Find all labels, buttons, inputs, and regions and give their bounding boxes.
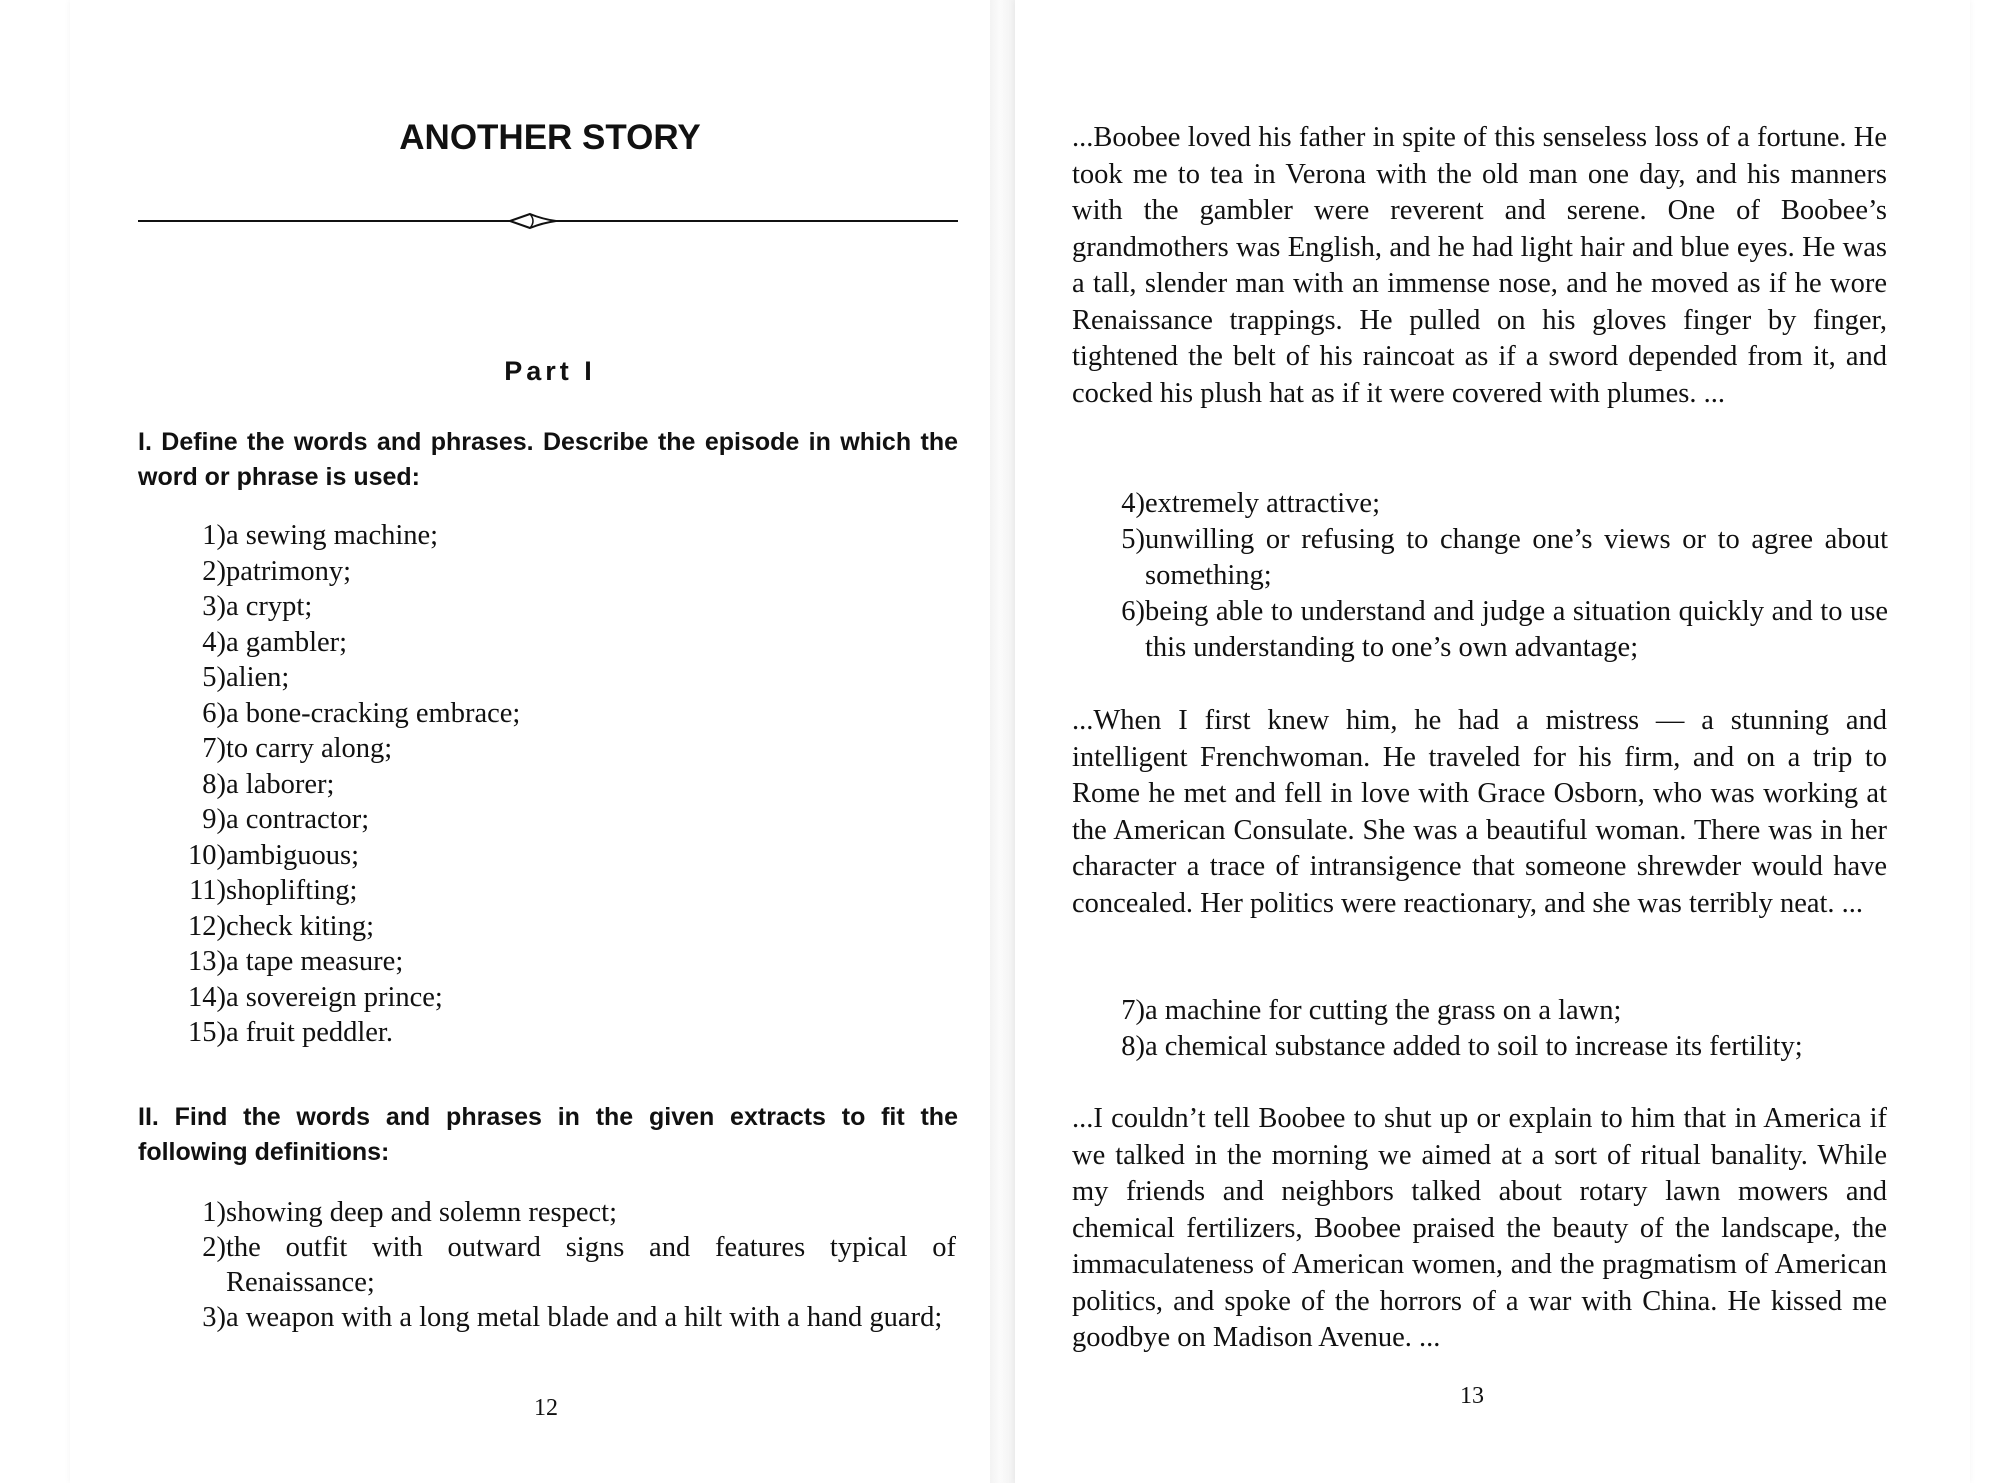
word-list-item <box>178 909 520 945</box>
list-item-text: extremely attractive; <box>1145 488 1380 519</box>
title-divider-ornament <box>138 206 958 236</box>
list-item-text: shoplifting; <box>226 875 358 906</box>
list-item-text: alien; <box>226 662 290 693</box>
list-item-number: 9) <box>202 804 226 835</box>
word-list-item <box>178 589 520 625</box>
definition-list-right-a <box>1115 486 1888 666</box>
list-item-text: the outfit with outward signs and features typical of Renaissance; <box>226 1232 956 1298</box>
book-gutter <box>990 0 1015 1483</box>
list-item-text: being able to understand and judge a situation quickly and to use this understanding to one’s own advantage; <box>1145 596 1888 663</box>
part-heading: Part I <box>504 356 596 386</box>
list-item-text: a bone-cracking embrace; <box>226 697 521 729</box>
list-item-text: unwilling or refusing to change one’s views or to agree about something; <box>1145 524 1888 591</box>
list-item-number: 8) <box>202 768 226 800</box>
list-item-number: 7) <box>202 733 226 764</box>
list-item-number: 15) <box>188 1017 226 1048</box>
list-item-number: 10) <box>188 839 226 871</box>
list-item-number: 7) <box>1121 995 1145 1026</box>
list-item-text: a laborer; <box>226 768 335 800</box>
list-item-text: check kiting; <box>226 910 374 942</box>
list-item-number: 8) <box>1121 1031 1145 1062</box>
list-item-text: showing deep and solemn respect; <box>226 1197 617 1228</box>
word-list-item <box>178 660 520 696</box>
list-item-number: 6) <box>202 697 226 729</box>
list-item-number: 4) <box>1121 488 1145 519</box>
list-item-text: a gambler; <box>226 626 348 658</box>
extract-paragraph-1: ...Boobee loved his father in spite of this senseless loss of a fortune. He took me to tea in Verona with the old man one day, and his manners with the gambler were reverent and serene. One of Boobee’s grandmothers was English, and he had light hair and blue eyes. He was a tall, slender man with an immense nose, and he moved as if he wore Renaissance trappings. He pulled on his gloves finger by finger, tightened the belt of his raincoat as if a sword depended from it, and cocked his plush hat as if it were covered with plumes. ... <box>1072 122 1887 409</box>
definition-item <box>1115 594 1888 666</box>
word-list-item <box>178 980 520 1016</box>
list-item-text: a tape measure; <box>226 946 404 977</box>
list-item-number: 2) <box>202 1232 226 1263</box>
list-item-number: 1) <box>202 520 226 551</box>
word-list-item <box>178 767 520 803</box>
page-number-left: 12 <box>534 1395 558 1421</box>
task-1-instruction: I. Define the words and phrases. Describe the episode in which the word or phrase is used: <box>138 428 958 491</box>
list-item-text: a fruit peddler. <box>226 1017 393 1048</box>
list-item-number: 3) <box>202 1302 226 1333</box>
list-item-text: ambiguous; <box>226 839 359 871</box>
word-list-item <box>178 625 520 661</box>
list-item-number: 4) <box>202 626 226 658</box>
list-item-text: a chemical substance added to soil to increase its fertility; <box>1145 1031 1803 1062</box>
word-list-item <box>178 873 520 909</box>
list-item-text: a crypt; <box>226 591 313 622</box>
word-list-item <box>178 731 520 767</box>
page-number-right: 13 <box>1460 1383 1484 1409</box>
list-item-number: 13) <box>188 946 226 977</box>
list-item-text: a machine for cutting the grass on a lawn; <box>1145 995 1622 1026</box>
word-list <box>178 518 520 1051</box>
extract-paragraph-2: ...When I first knew him, he had a mistress — a stunning and intelligent Frenchwoman. He traveled for his firm, and on a trip to Rome he met and fell in love with Grace Osborn, who was working at the American Consulate. She was a beautiful woman. There was in her character a trace of intransigence that someone shrewder would have concealed. Her politics were reactionary, and she was terribly neat. ... <box>1072 705 1887 919</box>
list-item-text: a sovereign prince; <box>226 981 443 1013</box>
word-list-item <box>178 696 520 732</box>
definition-item <box>178 1300 956 1335</box>
list-item-text: a weapon with a long metal blade and a hilt with a hand guard; <box>226 1302 943 1333</box>
list-item-text: patrimony; <box>226 555 352 587</box>
list-item-number: 6) <box>1121 596 1145 627</box>
list-item-number: 3) <box>202 591 226 622</box>
list-item-number: 5) <box>202 662 226 693</box>
list-item-number: 2) <box>202 555 226 587</box>
task-2-instruction: II. Find the words and phrases in the given extracts to fit the following definitions: <box>138 1103 958 1166</box>
definition-item <box>1115 486 1888 522</box>
list-item-number: 12) <box>188 910 226 942</box>
definition-item <box>1115 522 1888 594</box>
definition-item <box>178 1195 956 1230</box>
list-item-number: 1) <box>202 1197 226 1228</box>
word-list-item <box>178 554 520 590</box>
list-item-text: a contractor; <box>226 804 370 835</box>
definition-list-right-b <box>1115 993 1888 1065</box>
list-item-number: 11) <box>189 875 226 906</box>
chapter-title: ANOTHER STORY <box>399 118 701 157</box>
word-list-item <box>178 944 520 980</box>
definition-item <box>1115 993 1888 1029</box>
definition-item <box>1115 1029 1888 1065</box>
word-list-item <box>178 838 520 874</box>
word-list-item <box>178 518 520 554</box>
word-list-item <box>178 802 520 838</box>
definition-item <box>178 1230 956 1300</box>
extract-paragraph-3: ...I couldn’t tell Boobee to shut up or explain to him that in America if we talked in the morning we aimed at a sort of ritual banality. While my friends and neighbors talked about rotary lawn mowers and chemical fertilizers, Boobee praised the beauty of the landscape, the immaculateness of American women, and the pragmatism of American politics, and spoke of the horrors of a war with China. He kissed me goodbye on Madison Avenue. ... <box>1072 1103 1887 1353</box>
definition-list-left <box>178 1195 956 1335</box>
list-item-text: to carry along; <box>226 733 393 764</box>
word-list-item <box>178 1015 520 1051</box>
list-item-number: 14) <box>188 981 226 1013</box>
list-item-number: 5) <box>1121 524 1145 555</box>
list-item-text: a sewing machine; <box>226 520 439 551</box>
